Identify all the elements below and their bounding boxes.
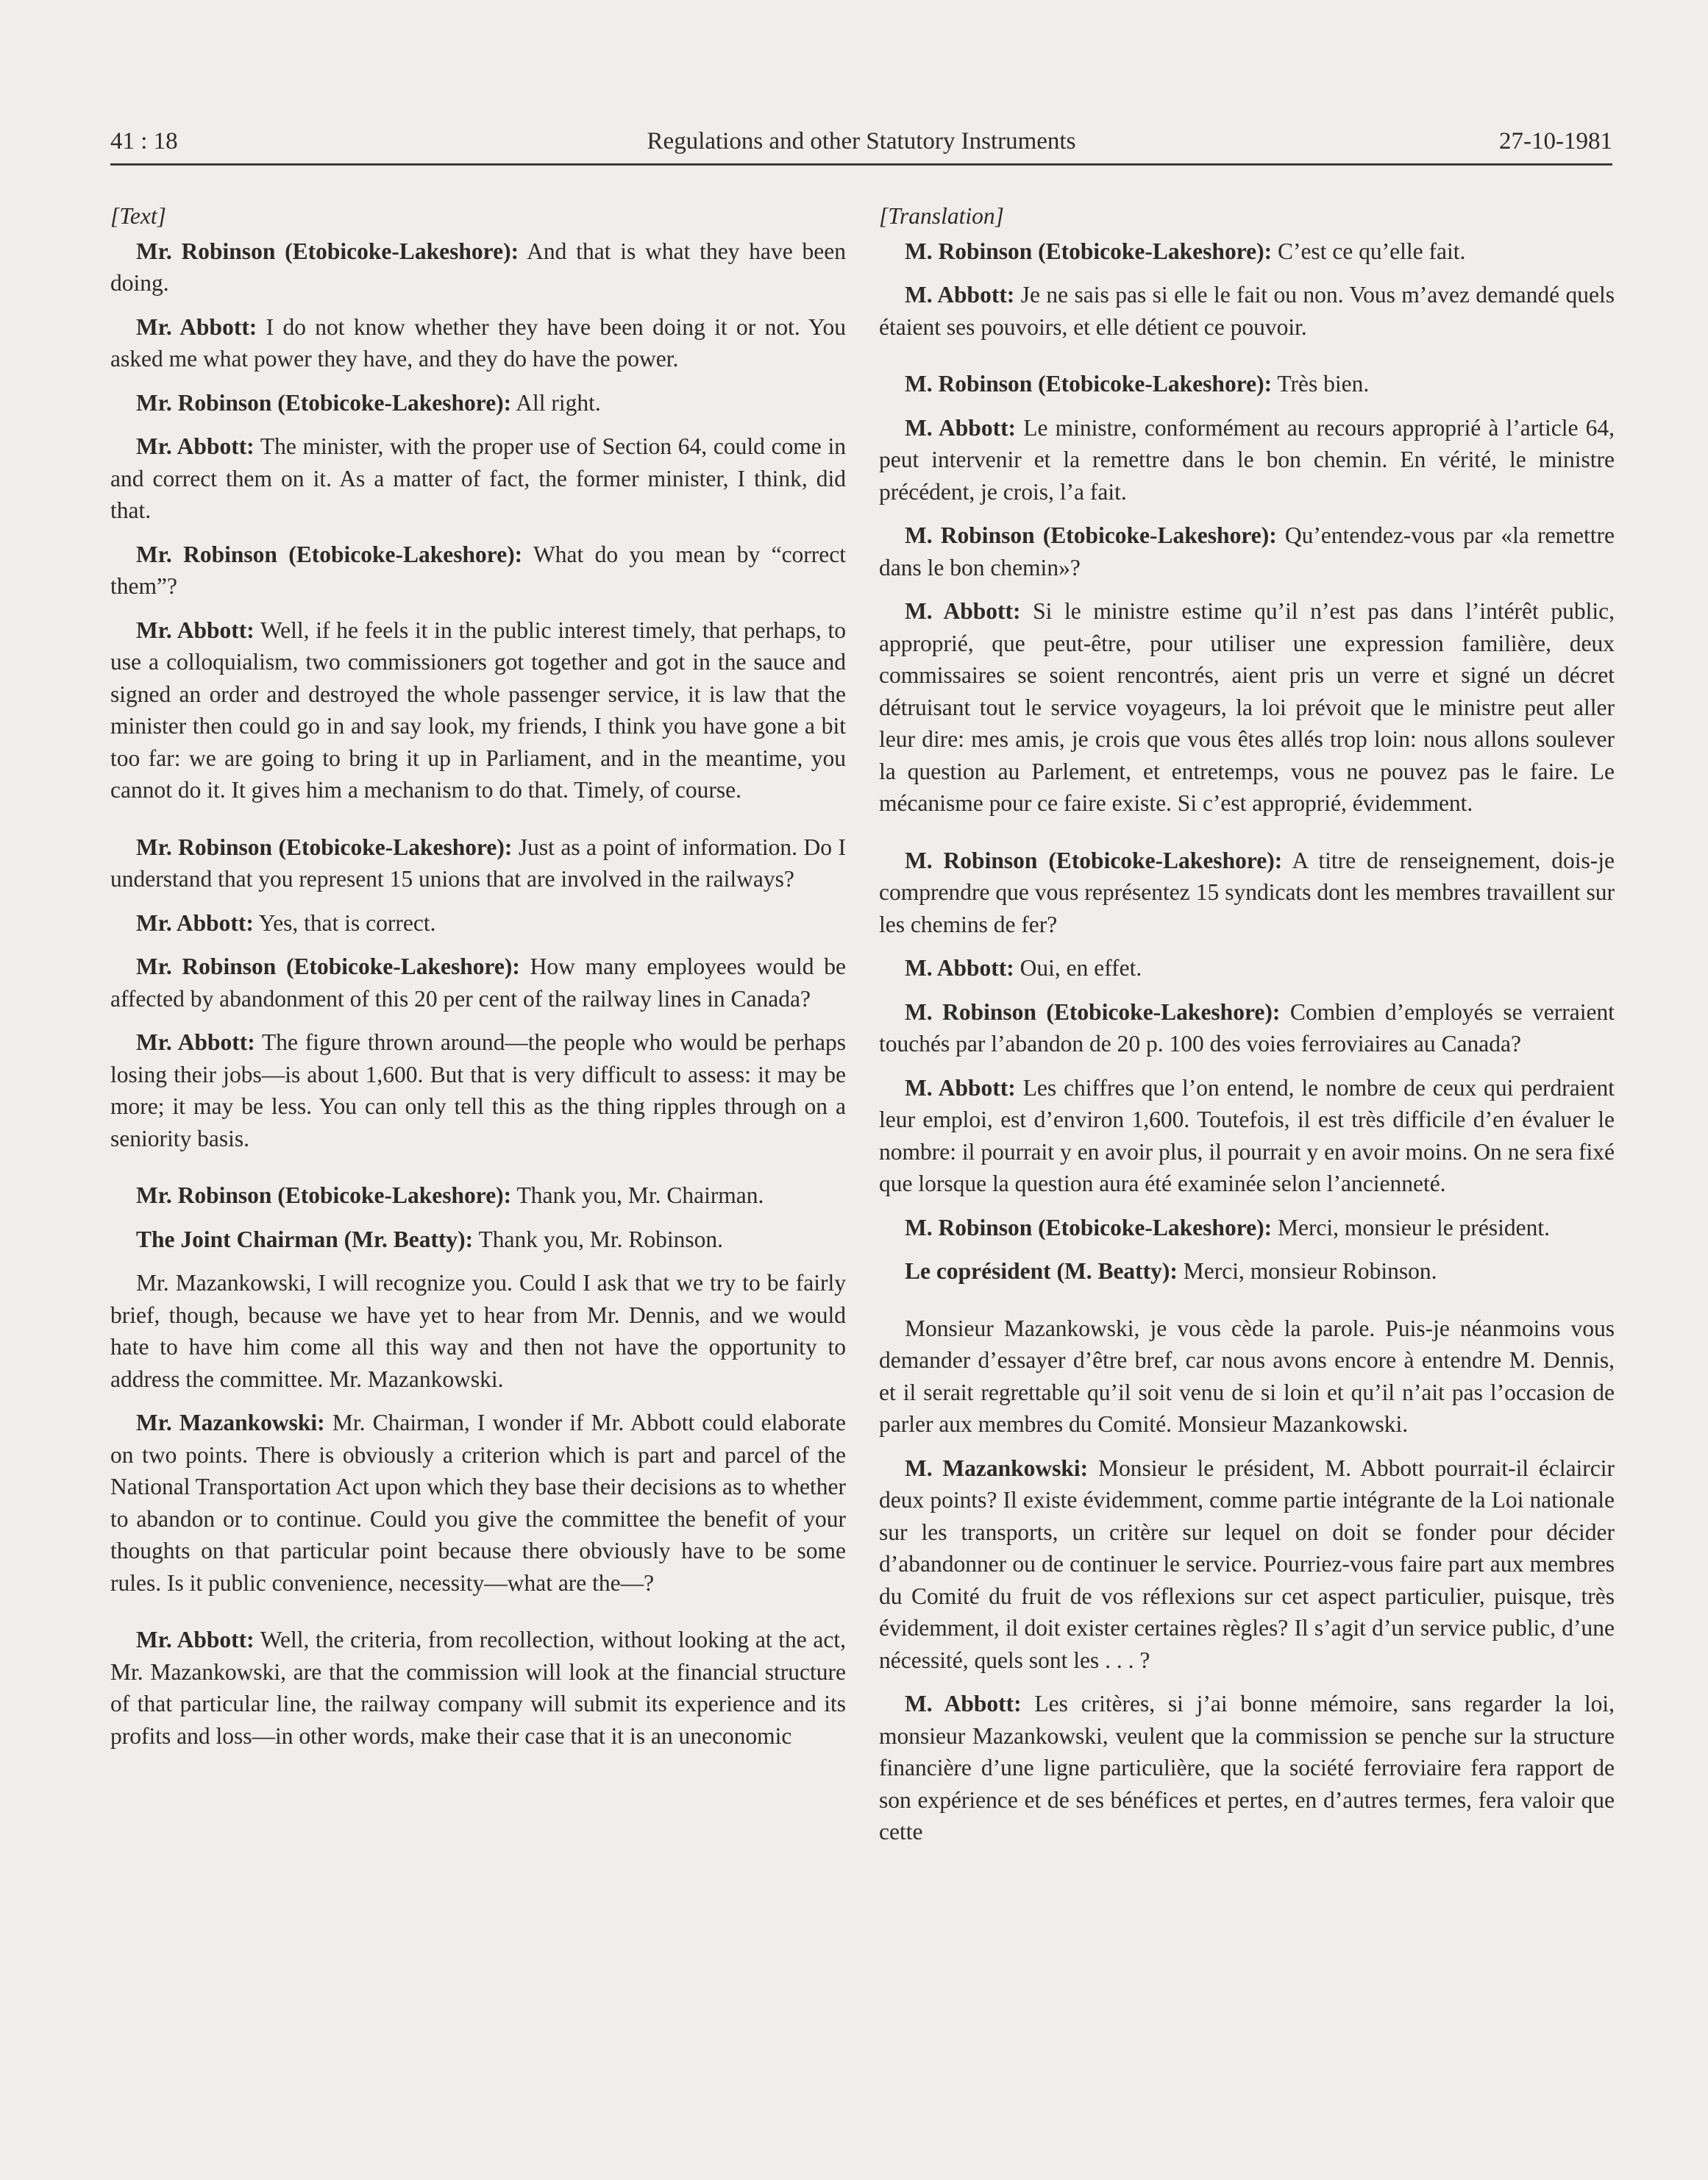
paragraph: Le coprésident (M. Beatty): Merci, monsieur Robinson. bbox=[905, 1258, 1437, 1284]
speaker: Le coprésident (M. Beatty): bbox=[905, 1258, 1178, 1284]
speaker: Mr. Robinson (Etobicoke-Lakeshore): bbox=[136, 389, 512, 416]
paragraph: M. Abbott: Le ministre, conformément au recours approprié à l’article 64, peut intervenir et la remettre dans le bon chemin. En vérité, le ministre précédent, je crois, l’a fait. bbox=[879, 414, 1615, 505]
paragraph: M. Robinson (Etobicoke-Lakeshore): Qu’entendez-vous par «la remettre dans le bon chemin»? bbox=[879, 522, 1615, 580]
paragraph: Mr. Abbott: Well, if he feels it in the public interest timely, that perhaps, to use a colloquialism, two commissioners got together and got in the sauce and signed an order and destroyed the whole passenger service, it is law that the minister then could go in and say look, my friends, I think you have gone a bit too far: we are going to bring it up in Parliament, and in the meantime, you cannot do it. It gives him a mechanism to do that. Timely, of course. bbox=[110, 617, 846, 803]
speaker: Mr. Abbott: bbox=[136, 433, 255, 459]
speaker: M. Mazankowski: bbox=[905, 1455, 1089, 1481]
paragraph: M. Abbott: Je ne sais pas si elle le fait ou non. Vous m’avez demandé quels étaient ses pouvoirs, et elle détient ce pouvoir. bbox=[879, 282, 1615, 340]
paragraph: Mr. Abbott: Well, the criteria, from recollection, without looking at the act, Mr. Mazankowski, are that the commission will look at the financial structure of that particular line, the railway company will submit its experience and its profits and loss—in other words, make their case that it is an uneconomic bbox=[110, 1627, 846, 1749]
speaker: M. Robinson (Etobicoke-Lakeshore): bbox=[905, 522, 1277, 548]
paragraph: M. Abbott: Oui, en effet. bbox=[905, 955, 1142, 981]
french-column bbox=[879, 200, 1615, 1860]
paragraph: Mr. Robinson (Etobicoke-Lakeshore): Thank you, Mr. Chairman. bbox=[136, 1182, 764, 1208]
speaker: M. Abbott: bbox=[905, 598, 1021, 624]
english-column bbox=[110, 200, 846, 1764]
speaker: Mr. Abbott: bbox=[136, 909, 254, 936]
paragraph: Mr. Robinson (Etobicoke-Lakeshore): Just as a point of information. Do I understand that you represent 15 unions that are involved in the railways? bbox=[110, 834, 846, 892]
speaker: Mr. Robinson (Etobicoke-Lakeshore): bbox=[136, 954, 520, 979]
column-label: [Text] bbox=[110, 203, 166, 229]
speaker: Mr. Abbott: bbox=[136, 1627, 255, 1652]
paragraph: Mr. Robinson (Etobicoke-Lakeshore): What do you mean by “correct them”? bbox=[110, 541, 846, 599]
page-header bbox=[110, 125, 1612, 166]
speaker: Mr. Mazankowski: bbox=[136, 1410, 325, 1435]
speaker: Mr. Robinson (Etobicoke-Lakeshore): bbox=[136, 238, 519, 264]
paragraph: Mr. Abbott: I do not know whether they have been doing it or not. You asked me what power they have, and they do have the power. bbox=[110, 313, 847, 372]
speaker: M. Robinson (Etobicoke-Lakeshore): bbox=[905, 847, 1283, 873]
speaker: M. Abbott: bbox=[905, 414, 1017, 441]
speaker: M. Abbott: bbox=[905, 955, 1014, 981]
speaker: M. Robinson (Etobicoke-Lakeshore): bbox=[905, 1214, 1273, 1240]
paragraph: Mr. Mazankowski: Mr. Chairman, I wonder if Mr. Abbott could elaborate on two points. There is obviously a criterion which is part and parcel of the National Transportation Act upon which they base their decisions as to whether to abandon or to continue. Could you give the committee the benefit of your thoughts on that particular point because there obviously have to be some rules. Is it public convenience, necessity—what are the—? bbox=[110, 1410, 847, 1596]
paragraph: Monsieur Mazankowski, je vous cède la parole. Puis-je néanmoins vous demander d’essayer d’être bref, car nous avons encore à entendre M. Dennis, et il serait regrettable qu’il soit venu de si loin et qu’il n’ait pas l’occasion de parler aux membres du Comité. Monsieur Mazankowski. bbox=[879, 1315, 1615, 1437]
column-label: [Translation] bbox=[879, 203, 1004, 229]
paragraph: The Joint Chairman (Mr. Beatty): Thank you, Mr. Robinson. bbox=[136, 1226, 723, 1252]
paragraph: Mr. Robinson (Etobicoke-Lakeshore): And that is what they have been doing. bbox=[110, 238, 846, 296]
speaker: Mr. Robinson (Etobicoke-Lakeshore): bbox=[136, 541, 523, 567]
speaker: M. Abbott: bbox=[905, 1691, 1022, 1716]
paragraph: Mr. Robinson (Etobicoke-Lakeshore): All right. bbox=[136, 389, 601, 416]
paragraph: M. Abbott: Les chiffres que l’on entend, le nombre de ceux qui perdraient leur emploi, est d’environ 1,600. Toutefois, il est très difficile d’en évaluer le nombre: il pourrait y en avoir plus, il pourrait y en avoir moins. On ne sera fixé que lorsque la question aura été examinée selon l’ancienneté. bbox=[879, 1074, 1615, 1196]
speaker: M. Abbott: bbox=[905, 282, 1015, 308]
paragraph: Mr. Abbott: The minister, with the proper use of Section 64, could come in and correct them on it. As a matter of fact, the former minister, I think, did that. bbox=[110, 433, 847, 523]
speaker: M. Abbott: bbox=[905, 1074, 1016, 1101]
speaker: M. Robinson (Etobicoke-Lakeshore): bbox=[905, 371, 1273, 397]
paragraph: Mr. Abbott: Yes, that is correct. bbox=[136, 909, 436, 936]
paragraph: M. Robinson (Etobicoke-Lakeshore): Merci, monsieur le président. bbox=[905, 1214, 1550, 1240]
paragraph: M. Robinson (Etobicoke-Lakeshore): Très bien. bbox=[905, 371, 1370, 397]
paragraph: M. Robinson (Etobicoke-Lakeshore): Combien d’employés se verraient touchés par l’abandon de 20 p. 100 des voies ferroviaires au Canada? bbox=[879, 998, 1615, 1057]
speaker: M. Robinson (Etobicoke-Lakeshore): bbox=[905, 998, 1281, 1025]
paragraph: M. Robinson (Etobicoke-Lakeshore): A titre de renseignement, dois-je comprendre que vous représentez 15 syndicats dont les membres travaillent sur les chemins de fer? bbox=[879, 847, 1615, 937]
paragraph: Mr. Mazankowski, I will recognize you. Could I ask that we try to be fairly brief, though, because we have yet to hear from Mr. Dennis, and we would hate to have him come all this way and then not have the opportunity to address the committee. Mr. Mazankowski. bbox=[110, 1270, 846, 1392]
publication-title: Regulations and other Statutory Instruments bbox=[647, 128, 1076, 155]
paragraph: Mr. Abbott: The figure thrown around—the people who would be perhaps losing their jobs—is about 1,600. But that is very difficult to assess: it may be more; it may be less. You can only tell this as the thing ripples through on a seniority basis. bbox=[110, 1029, 847, 1151]
speaker: Mr. Robinson (Etobicoke-Lakeshore): bbox=[136, 1182, 512, 1208]
speaker: Mr. Abbott: bbox=[136, 617, 255, 643]
speaker: The Joint Chairman (Mr. Beatty): bbox=[136, 1226, 474, 1252]
speaker: Mr. Robinson (Etobicoke-Lakeshore): bbox=[136, 834, 513, 860]
issue-date: 27-10-1981 bbox=[1499, 128, 1612, 155]
speaker: Mr. Abbott: bbox=[136, 313, 257, 340]
paragraph: M. Mazankowski: Monsieur le président, M. Abbott pourrait-il éclaircir deux points? Il existe évidemment, comme partie intégrante de la Loi nationale sur les transports, un critère sur lequel on doit se fonder pour décider d’abandonner ou de continuer le service. Pourriez-vous faire part aux membres du Comité du fruit de vos réflexions sur cet aspect particulier, puisque, très évidemment, il doit exister certaines règles? Il s’agit d’un service public, d’une nécessité, quels sont les . . . ? bbox=[879, 1455, 1615, 1673]
speaker: M. Robinson (Etobicoke-Lakeshore): bbox=[905, 238, 1273, 264]
page-number: 41 : 18 bbox=[110, 128, 178, 155]
paragraph: M. Abbott: Les critères, si j’ai bonne mémoire, sans regarder la loi, monsieur Mazankowski, veulent que la commission se penche sur la structure financière d’une ligne particulière, que la société ferroviaire fera rapport de son expérience et de ses bénéfices et pertes, en d’autres termes, fera valoir que cette bbox=[879, 1691, 1615, 1845]
paragraph: M. Robinson (Etobicoke-Lakeshore): C’est ce qu’elle fait. bbox=[905, 238, 1466, 264]
paragraph: Mr. Robinson (Etobicoke-Lakeshore): How many employees would be affected by abandonment of this 20 per cent of the railway lines in Canada? bbox=[110, 954, 847, 1012]
speaker: Mr. Abbott: bbox=[136, 1029, 255, 1055]
paragraph: M. Abbott: Si le ministre estime qu’il n’est pas dans l’intérêt public, approprié, que peut-être, pour utiliser une expression familière, deux commissaires se soient rencontrés, aient pris un verre et signé un décret détruisant tout le service voyageurs, la loi prévoit que le ministre peut aller leur dire: mes amis, je crois que vous êtes allés trop loin: nous allons soulever la question au Parlement, et entretemps, vous ne pouvez pas le faire. Le mécanisme pour ce faire existe. Si c’est approprié, évidemment. bbox=[879, 598, 1615, 816]
